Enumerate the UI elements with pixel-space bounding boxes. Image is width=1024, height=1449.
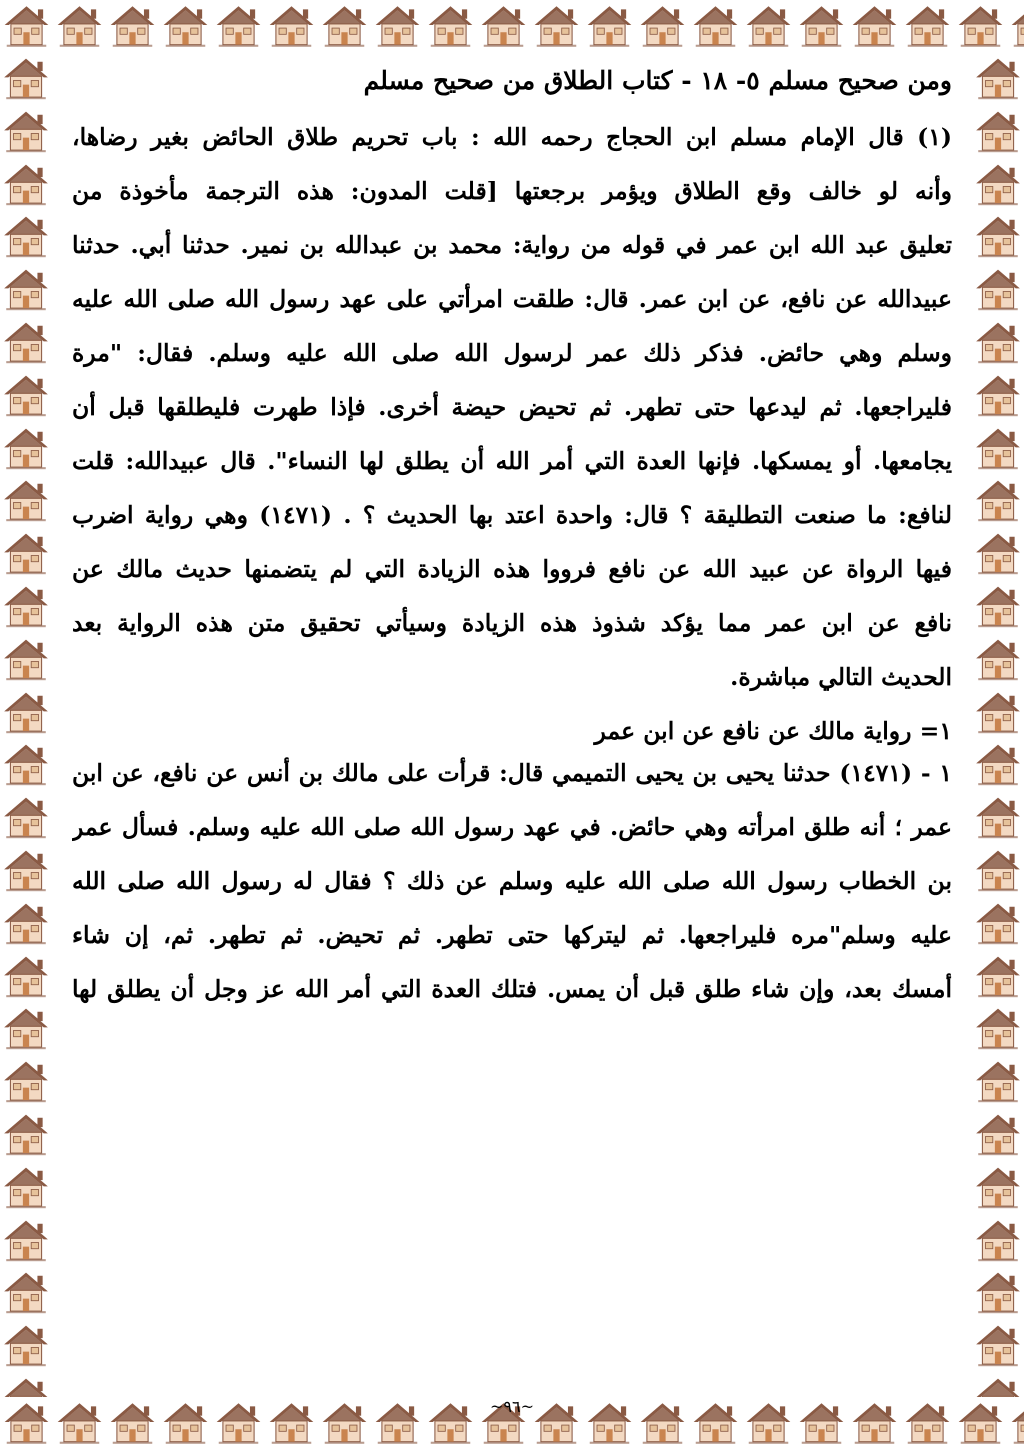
house-icon [972, 686, 1024, 739]
text-line: يجامعها. أو يمسكها. فإنها العدة التي أمر الله أن يطلق لها النساء". قال عبيدالله: قلت [72, 447, 952, 475]
house-icon [972, 316, 1024, 369]
house-icon [0, 844, 52, 897]
house-icon [0, 158, 52, 211]
text-line: وأنه لو خالف وقع الطلاق ويؤمر برجعتها [قلت المدون: هذه الترجمة مأخوذة من [72, 177, 952, 205]
house-icon [318, 0, 371, 52]
text-line: نافع عن ابن عمر مما يؤكد شذوذ هذه الزيادة وسيأتي تحقيق متن هذه الرواية بعد [72, 609, 952, 637]
house-icon [972, 1161, 1024, 1214]
house-icon [689, 0, 742, 52]
house-icon [159, 0, 212, 52]
house-icon [0, 1266, 52, 1319]
house-icon [901, 0, 954, 52]
house-icon [848, 0, 901, 52]
house-icon [212, 0, 265, 52]
house-icon [972, 633, 1024, 686]
page-border-left [0, 52, 52, 1397]
text-line: (١) قال الإمام مسلم ابن الحجاج رحمه الله : باب تحريم طلاق الحائض بغير رضاها، [72, 123, 952, 151]
text-line: عبيدالله عن نافع، عن ابن عمر. قال: طلقت امرأتي على عهد رسول الله صلى الله عليه [72, 285, 952, 313]
page-title: ومن صحيح مسلم ٥- ١٨ - كتاب الطلاق من صحيح مسلم [363, 66, 952, 95]
page-number: ~٩٦~ [490, 1397, 534, 1416]
text-line: لنافع: ما صنعت التطليقة ؟ قال: واحدة اعتد بها الحديث ؟ . (١٤٧١) وهي رواية اضرب [72, 501, 952, 529]
house-icon [0, 1055, 52, 1108]
house-icon [424, 0, 477, 52]
house-icon [972, 527, 1024, 580]
house-icon [972, 158, 1024, 211]
house-icon [636, 0, 689, 52]
house-icon [972, 369, 1024, 422]
house-icon [0, 105, 52, 158]
house-icon [972, 738, 1024, 791]
text-line: ١ - (١٤٧١) حدثنا يحيى بن يحيى التميمي قال: قرأت على مالك بن أنس عن نافع، عن ابن [72, 759, 952, 787]
house-icon [0, 369, 52, 422]
house-icon [742, 0, 795, 52]
house-icon [106, 0, 159, 52]
house-icon [0, 0, 53, 52]
house-icon [972, 844, 1024, 897]
text-line: عليه وسلم"مره فليراجعها. ثم ليتركها حتى تطهر. ثم تحيض. ثم تطهر. ثم، إن شاء [72, 921, 952, 949]
house-icon [0, 1161, 52, 1214]
house-icon [1007, 0, 1024, 52]
house-icon [972, 422, 1024, 475]
house-icon [972, 580, 1024, 633]
document-page [72, 62, 952, 1416]
house-icon [0, 474, 52, 527]
house-icon [0, 263, 52, 316]
house-icon [265, 0, 318, 52]
text-line: فليراجعها. ثم ليدعها حتى تطهر. ثم تحيض حيضة أخرى. فإذا طهرت فليطلقها قبل أن [72, 393, 952, 421]
house-icon [972, 474, 1024, 527]
house-icon [0, 738, 52, 791]
house-icon [53, 0, 106, 52]
house-icon [972, 263, 1024, 316]
house-icon [0, 1214, 52, 1267]
house-icon [0, 422, 52, 475]
text-line: فيها الرواة عن عبيد الله عن نافع فرووا هذه الزيادة التي لم يتضمنها حديث مالك عن [72, 555, 952, 583]
text-line: الحديث التالي مباشرة. [730, 663, 952, 691]
section-heading: ١= رواية مالك عن نافع عن ابن عمر [594, 717, 952, 745]
page-border-right [972, 52, 1024, 1397]
text-line: عمر ؛ أنه طلق امرأته وهي حائض. في عهد رسول الله صلى الله عليه وسلم. فسأل عمر [72, 813, 952, 841]
house-icon [0, 316, 52, 369]
house-icon [795, 0, 848, 52]
house-icon [0, 527, 52, 580]
house-icon [972, 52, 1024, 105]
house-icon [972, 1319, 1024, 1372]
house-icon [954, 1397, 1007, 1449]
house-icon [972, 897, 1024, 950]
house-icon [0, 950, 52, 1003]
house-icon [530, 0, 583, 52]
text-line: أمسك بعد، وإن شاء طلق قبل أن يمس. فتلك العدة التي أمر الله عز وجل أن يطلق لها [72, 975, 952, 1003]
house-icon [371, 0, 424, 52]
house-icon [0, 1108, 52, 1161]
house-icon [0, 897, 52, 950]
house-icon [0, 1319, 52, 1372]
house-icon [0, 1002, 52, 1055]
house-icon [972, 1055, 1024, 1108]
house-icon [954, 0, 1007, 52]
house-icon [583, 0, 636, 52]
house-icon [1007, 1397, 1024, 1449]
house-icon [972, 950, 1024, 1003]
house-icon [972, 1002, 1024, 1055]
text-line: وسلم وهي حائض. فذكر ذلك عمر لرسول الله صلى الله عليه وسلم. فقال: "مرة [72, 339, 952, 367]
house-icon [972, 105, 1024, 158]
house-icon [0, 1372, 52, 1397]
house-icon [0, 1397, 53, 1449]
house-icon [0, 791, 52, 844]
house-icon [972, 1372, 1024, 1397]
house-icon [0, 52, 52, 105]
house-icon [0, 633, 52, 686]
page-border-top [0, 0, 1024, 52]
text-line: بن الخطاب رسول الله صلى الله عليه وسلم عن ذلك ؟ فقال له رسول الله صلى الله [72, 867, 952, 895]
house-icon [972, 791, 1024, 844]
house-icon [972, 1108, 1024, 1161]
house-icon [972, 1266, 1024, 1319]
house-icon [972, 210, 1024, 263]
house-icon [0, 686, 52, 739]
house-icon [972, 1214, 1024, 1267]
house-icon [477, 0, 530, 52]
text-line: تعليق عبد الله ابن عمر في قوله من رواية: محمد بن عبدالله بن نمير. حدثنا أبي. حدثنا [72, 231, 952, 259]
house-icon [0, 210, 52, 263]
house-icon [0, 580, 52, 633]
